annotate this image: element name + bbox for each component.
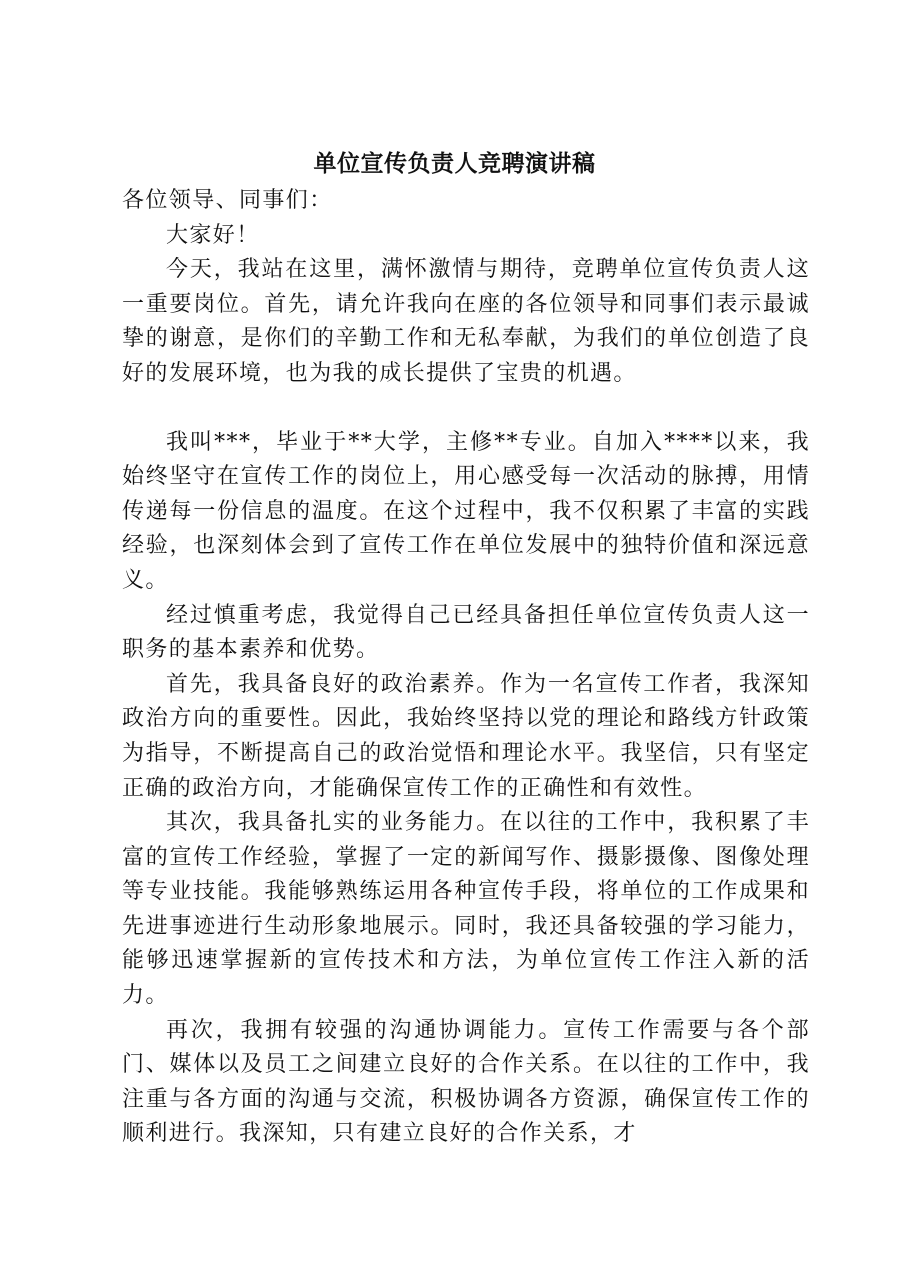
paragraph-introduction: 我叫***，毕业于**大学，主修**专业。自加入****以来，我始终坚守在宣传工作的岗位上，用心感受每一次活动的脉搏，用情传递每一份信息的温度。在这个过程中，我不仅积累了丰富的实践经验，也深刻体会到了宣传工作在单位发展中的独特价值和深远意义。 bbox=[122, 429, 810, 593]
paragraph-greeting: 大家好！ bbox=[166, 222, 260, 248]
salutation: 各位领导、同事们： bbox=[122, 188, 333, 213]
document-body bbox=[122, 184, 810, 1152]
paragraph-business-ability: 其次，我具备扎实的业务能力。在以往的工作中，我积累了丰富的宣传工作经验，掌握了一定的新闻写作、摄影摄像、图像处理等专业技能。我能够熟练运用各种宣传手段，将单位的工作成果和先进事迹进行生动形象地展示。同时，我还具备较强的学习能力，能够迅速掌握新的宣传技术和方法，为单位宣传工作注入新的活力。 bbox=[122, 810, 810, 1009]
paragraph-qualification: 经过慎重考虑，我觉得自己已经具备担任单位宣传负责人这一职务的基本素养和优势。 bbox=[122, 602, 810, 663]
paragraph-communication-ability: 再次，我拥有较强的沟通协调能力。宣传工作需要与各个部门、媒体以及员工之间建立良好的合作关系。在以往的工作中，我注重与各方面的沟通与交流，积极协调各方资源，确保宣传工作的顺利进行。我深知，只有建立良好的合作关系，才 bbox=[122, 1017, 810, 1147]
paragraph-opening: 今天，我站在这里，满怀激情与期待，竞聘单位宣传负责人这一重要岗位。首先，请允许我向在座的各位领导和同事们表示最诚挚的谢意，是你们的辛勤工作和无私奉献，为我们的单位创造了良好的发展环境，也为我的成长提供了宝贵的机遇。 bbox=[122, 257, 810, 386]
paragraph-political-quality: 首先，我具备良好的政治素养。作为一名宣传工作者，我深知政治方向的重要性。因此，我始终坚持以党的理论和路线方针政策为指导，不断提高自己的政治觉悟和理论水平。我坚信，只有坚定正确的政治方向，才能确保宣传工作的正确性和有效性。 bbox=[122, 671, 810, 801]
document-title: 单位宣传负责人竞聘演讲稿 bbox=[313, 150, 596, 177]
